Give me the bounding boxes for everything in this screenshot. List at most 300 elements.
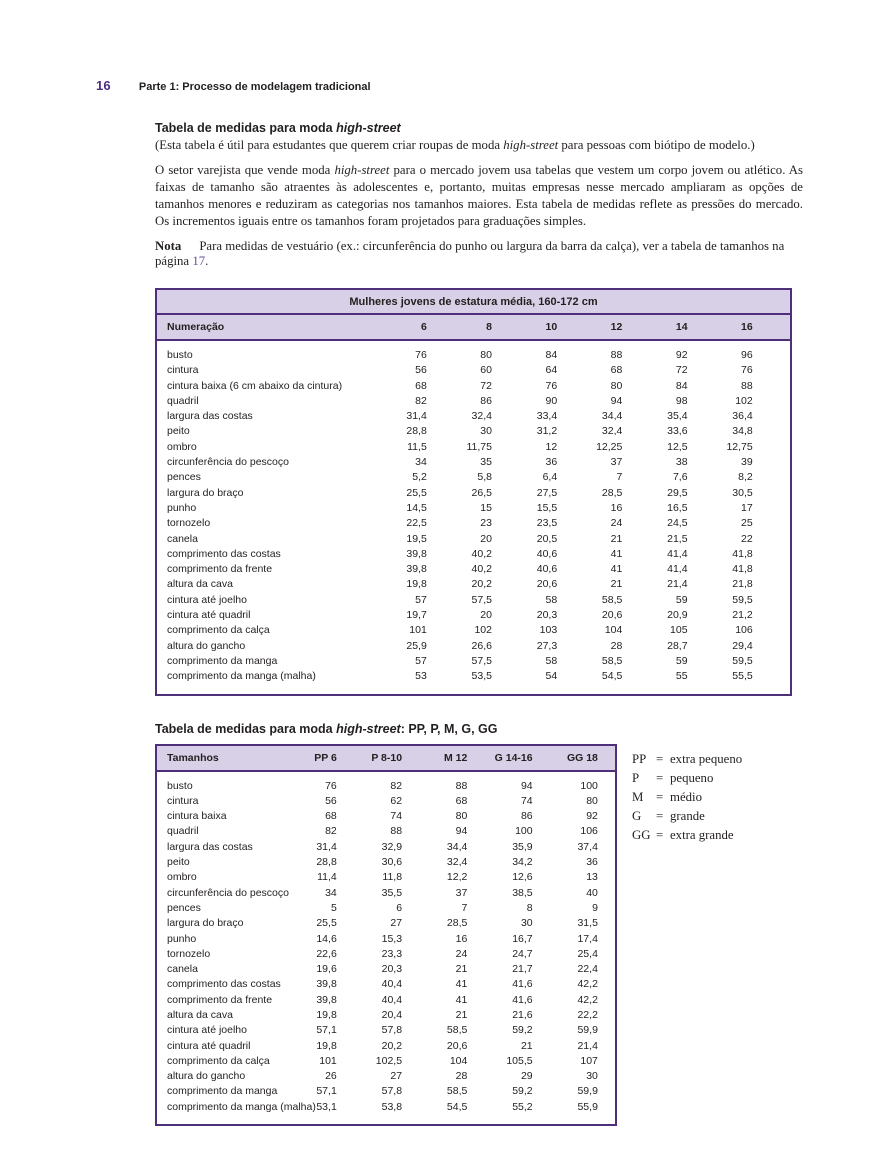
row-value: 76	[325, 779, 337, 792]
row-value: 15,5	[536, 501, 558, 514]
row-value: 20,4	[381, 1008, 403, 1021]
row-label: punho	[167, 932, 197, 945]
row-value: 19,8	[316, 1008, 337, 1021]
row-value: 86	[480, 394, 492, 407]
row-value: 32,4	[446, 856, 468, 869]
row-value: 59	[675, 654, 688, 667]
row-value: 53,5	[471, 670, 492, 683]
spacer-cell	[598, 1084, 616, 1099]
row-value: 5,8	[477, 471, 492, 484]
row-value: 41,8	[732, 563, 753, 576]
row-value: 39,8	[406, 563, 427, 576]
legend-value: pequeno	[670, 770, 714, 785]
row-value: 55,9	[577, 1100, 598, 1113]
row-value: 34	[415, 456, 427, 469]
row-value: 22,4	[577, 963, 598, 976]
page-content	[155, 121, 803, 1126]
row-value: 16	[610, 501, 623, 514]
table-row	[156, 916, 616, 931]
row-value: 20,3	[381, 963, 403, 976]
row-value: 88	[455, 779, 468, 792]
row-value: 30	[520, 917, 533, 930]
table-row	[156, 562, 791, 577]
row-value: 57,5	[471, 593, 492, 606]
row-value: 27,3	[536, 639, 558, 652]
table-row	[156, 824, 616, 839]
legend-key: PP	[632, 751, 647, 766]
table-row	[156, 1054, 616, 1069]
row-value: 20,2	[381, 1039, 403, 1052]
row-value: 21,4	[667, 578, 688, 591]
section-title-text: Tabela de medidas para moda	[155, 121, 337, 135]
row-value: 21,8	[732, 578, 753, 591]
row-value: 28,8	[406, 425, 427, 438]
row-value: 41	[455, 978, 468, 991]
row-value: 57	[415, 593, 427, 606]
row-value: 41,4	[667, 547, 688, 560]
row-value: 24,7	[512, 947, 533, 960]
row-value: 72	[480, 379, 492, 392]
row-value: 12,6	[512, 871, 533, 884]
table-header-row	[156, 314, 791, 340]
row-value: 58	[545, 654, 558, 667]
table2-title-suffix: : PP, P, M, G, GG	[400, 721, 498, 736]
row-label: comprimento da frente	[167, 993, 273, 1006]
row-value: 17	[741, 501, 753, 514]
spacer-cell	[753, 577, 791, 592]
row-value: 30,5	[732, 486, 753, 499]
row-value: 27,5	[536, 486, 558, 499]
row-value: 59,5	[732, 593, 753, 606]
row-value: 15	[480, 501, 492, 514]
row-value: 20,3	[536, 609, 558, 622]
row-value: 28,5	[601, 486, 623, 499]
row-value: 82	[415, 394, 427, 407]
row-value: 26,5	[471, 486, 492, 499]
row-value: 102	[474, 624, 492, 637]
row-value: 88	[741, 379, 753, 392]
row-value: 40,6	[536, 563, 558, 576]
row-label: altura do gancho	[167, 1070, 246, 1083]
row-value: 22,5	[406, 517, 427, 530]
row-value: 20,9	[667, 609, 688, 622]
legend-value: médio	[670, 789, 702, 804]
row-value: 26,6	[471, 639, 492, 652]
table-row	[156, 532, 791, 547]
table-row	[156, 1023, 616, 1038]
row-label: largura das costas	[167, 410, 253, 423]
column-header: M 12	[402, 745, 467, 771]
row-value: 36	[586, 856, 598, 869]
row-value: 22	[741, 532, 753, 545]
row-value: 39,8	[316, 978, 337, 991]
row-value: 23,5	[536, 517, 558, 530]
row-value: 58,5	[601, 593, 623, 606]
row-value: 76	[415, 349, 427, 361]
row-label: largura das costas	[167, 840, 253, 853]
row-value: 82	[325, 825, 337, 838]
table-row	[156, 394, 791, 409]
table-row	[156, 932, 616, 947]
row-value: 35	[480, 456, 492, 469]
row-label: quadril	[167, 825, 199, 838]
spacer-cell	[598, 1039, 616, 1054]
row-value: 34,2	[512, 856, 533, 869]
row-label: tornozelo	[167, 947, 211, 960]
row-value: 80	[480, 349, 492, 361]
row-value: 41,4	[667, 563, 688, 576]
row-value: 36	[545, 456, 558, 469]
spacer-cell	[598, 886, 616, 901]
row-value: 64	[545, 364, 558, 377]
row-value: 15,3	[381, 932, 403, 945]
table2-title-pre: Tabela de medidas para moda	[155, 721, 337, 736]
row-value: 58,5	[446, 1085, 468, 1098]
row-label: largura do braço	[167, 917, 244, 930]
row-value: 12,25	[596, 440, 623, 453]
row-value: 42,2	[577, 978, 598, 991]
row-value: 40,2	[471, 563, 492, 576]
legend-item	[632, 807, 742, 826]
row-value: 41,6	[512, 993, 533, 1006]
row-label: cintura até quadril	[167, 609, 251, 622]
row-value: 37,4	[577, 840, 598, 853]
row-value: 7	[461, 901, 468, 914]
row-value: 76	[545, 379, 558, 392]
row-value: 21	[520, 1039, 533, 1052]
legend-equals: =	[656, 789, 664, 804]
row-value: 59,9	[577, 1024, 598, 1037]
legend-equals: =	[656, 751, 664, 766]
table-row	[156, 809, 616, 824]
spacer-cell	[598, 932, 616, 947]
table-row	[156, 1039, 616, 1054]
row-value: 68	[455, 794, 468, 807]
table-row	[156, 547, 791, 562]
row-label: ombro	[167, 871, 197, 884]
legend-key: G	[632, 808, 642, 823]
legend-value: extra grande	[670, 827, 734, 842]
row-value: 32,4	[601, 425, 623, 438]
row-value: 21,5	[667, 532, 688, 545]
note-line	[155, 239, 803, 269]
row-value: 21	[455, 963, 468, 976]
table-row	[156, 947, 616, 962]
row-label: busto	[167, 349, 193, 361]
spacer-cell	[753, 623, 791, 638]
row-value: 34,4	[446, 840, 468, 853]
row-value: 34	[325, 886, 337, 899]
row-label: cintura baixa	[167, 810, 227, 823]
row-value: 101	[319, 1054, 337, 1067]
row-value: 42,2	[577, 993, 598, 1006]
row-value: 55,2	[512, 1100, 533, 1113]
row-value: 101	[409, 624, 427, 637]
column-header: 14	[622, 314, 687, 340]
column-header: 12	[557, 314, 622, 340]
row-value: 55	[675, 670, 688, 683]
table-row	[156, 501, 791, 516]
running-head	[96, 78, 890, 93]
row-value: 37	[455, 886, 468, 899]
legend-item	[632, 788, 742, 807]
spacer-cell	[753, 455, 791, 470]
row-value: 19,8	[406, 578, 427, 591]
row-label: tornozelo	[167, 517, 211, 530]
spacer-cell	[598, 1008, 616, 1023]
row-label: comprimento da calça	[167, 624, 270, 637]
row-value: 24	[455, 947, 468, 960]
row-value: 21,4	[577, 1039, 598, 1052]
row-value: 68	[325, 810, 337, 823]
column-header: Tamanhos	[156, 745, 272, 771]
row-value: 32,4	[471, 410, 492, 423]
table-row	[156, 1100, 616, 1125]
row-value: 28	[610, 639, 623, 652]
row-value: 59,5	[732, 654, 753, 667]
row-value: 8,2	[738, 471, 753, 484]
note-period: .	[205, 254, 209, 268]
spacer-cell	[598, 916, 616, 931]
row-value: 59	[675, 593, 688, 606]
spacer-cell	[753, 532, 791, 547]
spacer-cell	[753, 501, 791, 516]
subtitle-post: para pessoas com biótipo de modelo.)	[558, 138, 755, 152]
row-value: 21,7	[512, 963, 533, 976]
row-value: 82	[390, 779, 403, 792]
table-row	[156, 870, 616, 885]
table-row	[156, 455, 791, 470]
row-value: 76	[741, 364, 753, 377]
spacer-cell	[753, 340, 791, 363]
table-title-row	[156, 289, 791, 314]
table-row	[156, 1008, 616, 1023]
table-header-row	[156, 745, 616, 771]
table-row	[156, 379, 791, 394]
row-value: 59,2	[512, 1085, 533, 1098]
row-value: 35,5	[381, 886, 403, 899]
row-value: 28,8	[316, 856, 337, 869]
spacer-cell	[753, 363, 791, 378]
row-value: 31,2	[536, 425, 558, 438]
row-value: 37	[610, 456, 623, 469]
row-value: 103	[539, 624, 558, 637]
row-value: 30,6	[381, 856, 403, 869]
spacer-cell	[598, 840, 616, 855]
spacer-cell	[753, 424, 791, 439]
row-value: 94	[455, 825, 468, 838]
row-value: 41,8	[732, 547, 753, 560]
row-value: 7,6	[672, 471, 688, 484]
table-row	[156, 654, 791, 669]
row-value: 6,4	[542, 471, 558, 484]
row-value: 25,4	[577, 947, 598, 960]
row-value: 12	[545, 440, 558, 453]
table-row	[156, 962, 616, 977]
row-value: 39	[741, 456, 753, 469]
table-row	[156, 977, 616, 992]
row-value: 38,5	[512, 886, 533, 899]
row-value: 30	[480, 425, 492, 438]
spacer-cell	[598, 824, 616, 839]
row-value: 32,9	[381, 840, 403, 853]
spacer-cell	[753, 379, 791, 394]
spacer-cell	[753, 394, 791, 409]
row-value: 57	[415, 654, 427, 667]
row-value: 105,5	[506, 1054, 533, 1067]
row-value: 13	[586, 871, 598, 884]
row-value: 84	[545, 349, 558, 361]
table-row	[156, 340, 791, 363]
row-label: comprimento da manga	[167, 654, 278, 667]
row-value: 20,5	[536, 532, 558, 545]
legend-item	[632, 750, 742, 769]
row-value: 16	[455, 932, 468, 945]
spacer-cell	[753, 486, 791, 501]
row-value: 25,9	[406, 639, 427, 652]
row-value: 40,2	[471, 547, 492, 560]
row-value: 11,8	[382, 871, 403, 884]
note-label: Nota	[155, 239, 182, 253]
column-header: G 14-16	[467, 745, 532, 771]
row-value: 92	[675, 349, 688, 361]
row-label: cintura baixa (6 cm abaixo da cintura)	[167, 379, 343, 392]
row-value: 104	[449, 1054, 468, 1067]
row-value: 28	[455, 1070, 468, 1083]
row-label: comprimento da frente	[167, 563, 273, 576]
row-label: cintura até joelho	[167, 593, 247, 606]
row-label: altura da cava	[167, 578, 233, 591]
row-value: 74	[520, 794, 533, 807]
row-value: 29	[520, 1070, 533, 1083]
row-value: 16,5	[667, 501, 688, 514]
row-value: 21	[455, 1008, 468, 1021]
spacer-cell	[598, 794, 616, 809]
row-value: 33,4	[536, 410, 558, 423]
column-header: 10	[492, 314, 557, 340]
row-value: 20	[480, 532, 492, 545]
row-label: comprimento da manga (malha)	[167, 1100, 316, 1113]
column-header: 6	[362, 314, 427, 340]
table-row	[156, 669, 791, 694]
page-number: 16	[96, 78, 111, 93]
row-value: 25	[741, 517, 753, 530]
row-value: 12,2	[446, 871, 468, 884]
row-label: comprimento da manga (malha)	[167, 670, 316, 683]
spacer-cell	[753, 470, 791, 485]
row-value: 41	[610, 547, 623, 560]
row-value: 19,6	[316, 963, 337, 976]
legend-value: extra pequeno	[670, 751, 743, 766]
row-value: 21,2	[732, 609, 753, 622]
row-value: 24	[610, 517, 623, 530]
table-row	[156, 577, 791, 592]
legend-equals: =	[656, 770, 664, 785]
row-value: 5,2	[412, 471, 427, 484]
row-value: 41	[610, 563, 623, 576]
table-row	[156, 639, 791, 654]
spacer-cell	[598, 962, 616, 977]
row-value: 14,6	[316, 932, 337, 945]
row-value: 90	[545, 394, 558, 407]
legend-key: M	[632, 789, 644, 804]
row-value: 12,75	[726, 440, 753, 453]
row-label: altura da cava	[167, 1008, 233, 1021]
row-value: 94	[520, 779, 533, 792]
table-row	[156, 486, 791, 501]
row-value: 23	[480, 517, 492, 530]
row-label: busto	[167, 779, 193, 792]
spacer-cell	[598, 993, 616, 1008]
table-body	[156, 771, 616, 1126]
row-label: peito	[167, 425, 190, 438]
row-value: 35,9	[512, 840, 533, 853]
row-value: 20,6	[601, 609, 623, 622]
row-value: 20,6	[536, 578, 558, 591]
row-value: 33,6	[667, 425, 688, 438]
subtitle-pre: (Esta tabela é útil para estudantes que querem criar roupas de moda	[155, 138, 504, 152]
row-value: 94	[610, 394, 623, 407]
column-header: Numeração	[156, 314, 362, 340]
row-value: 35,4	[667, 410, 688, 423]
row-value: 22,6	[316, 947, 337, 960]
row-value: 41	[455, 993, 468, 1006]
row-value: 20,6	[446, 1039, 468, 1052]
row-value: 38	[675, 456, 688, 469]
row-value: 56	[325, 794, 337, 807]
spacer-cell	[598, 1023, 616, 1038]
row-value: 21,6	[512, 1008, 533, 1021]
row-value: 68	[610, 364, 623, 377]
row-value: 6	[396, 901, 403, 914]
row-value: 56	[415, 364, 427, 377]
row-label: cintura	[167, 364, 199, 377]
row-value: 19,8	[316, 1039, 337, 1052]
legend-equals: =	[656, 808, 664, 823]
spacer-cell	[598, 855, 616, 870]
row-value: 54,5	[446, 1100, 468, 1113]
row-value: 25,5	[406, 486, 427, 499]
row-value: 31,5	[577, 917, 598, 930]
row-value: 55,5	[732, 670, 753, 683]
table-row	[156, 771, 616, 794]
row-value: 36,4	[732, 410, 753, 423]
row-value: 22,2	[577, 1008, 598, 1021]
row-value: 96	[741, 349, 753, 361]
table2-title-italic: high-street	[336, 721, 401, 736]
spacer-cell	[753, 669, 791, 694]
table-row	[156, 608, 791, 623]
row-value: 21	[610, 578, 623, 591]
row-value: 88	[610, 349, 623, 361]
row-value: 92	[586, 810, 598, 823]
note-text: Para medidas de vestuário (ex.: circunferência do punho ou largura da barra da calça), ver a tabela de tamanhos na página	[155, 239, 785, 268]
row-value: 107	[580, 1054, 598, 1067]
row-value: 31,4	[316, 840, 337, 853]
spacer-cell	[753, 440, 791, 455]
row-label: pences	[167, 901, 201, 914]
row-value: 40	[586, 886, 598, 899]
measurement-table-numeric-sizes	[155, 288, 792, 696]
column-header: 8	[427, 314, 492, 340]
row-value: 5	[330, 901, 337, 914]
row-value: 100	[515, 825, 533, 838]
section-title-italic: high-street	[336, 121, 401, 135]
row-value: 27	[390, 1070, 403, 1083]
table-row	[156, 1084, 616, 1099]
row-label: comprimento da calça	[167, 1054, 270, 1067]
spacer-cell	[753, 547, 791, 562]
